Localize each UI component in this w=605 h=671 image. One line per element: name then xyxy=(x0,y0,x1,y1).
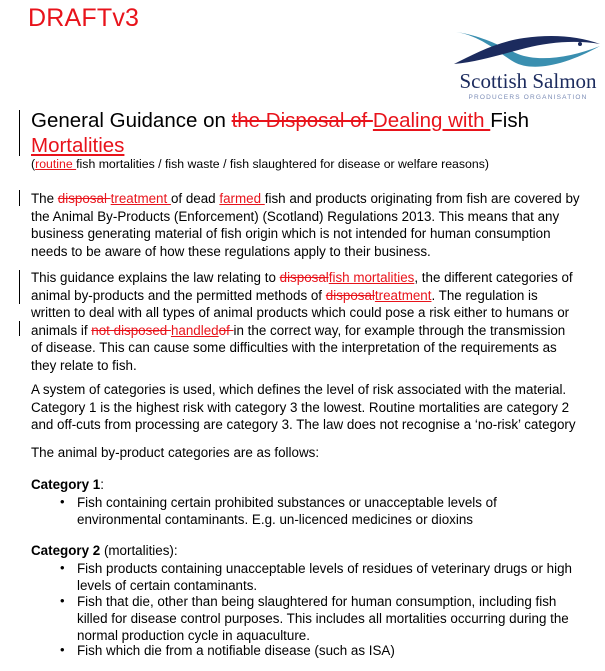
change-bar xyxy=(19,190,20,206)
paragraph-1: The disposal treatment of dead farmed fish and products originating from fish are covered by the Animal By-Products (Enforcement) (Scotland) Regulations 2013. This means that any business generating material of fish origin which is not intended for human consumption needs to be aware of how these regulations apply to their business. xyxy=(31,191,580,259)
title-insertion-line2: Mortalities xyxy=(31,134,125,157)
bullet-dot: • xyxy=(60,642,65,657)
title-insertion: Dealing with xyxy=(372,109,491,132)
paragraph-3: A system of categories is used, which defines the level of risk associated with the material. Category 1 is the highest risk with category 3 the lowest. Routine mortalities are category 2 and off-cuts from processing are category 3. The law does not recognise a ‘no-risk’ category xyxy=(31,382,576,432)
page-title: General Guidance on the Disposal of Dealing with Fish Mortalities xyxy=(31,109,529,157)
draft-label: DRAFTv3 xyxy=(28,4,140,32)
category-2-heading: Category 2 (mortalities): xyxy=(31,543,178,558)
change-bar xyxy=(19,321,20,336)
title-deletion: the Disposal of xyxy=(231,109,373,132)
list-item: Fish products containing unacceptable levels of residues of veterinary drugs or high levels of certain contaminants. xyxy=(77,561,572,593)
paragraph-4: The animal by-product categories are as follows: xyxy=(31,445,320,460)
bullet-dot: • xyxy=(60,560,65,575)
logo xyxy=(452,28,604,100)
paragraph-2: This guidance explains the law relating to disposalfish mortalities, the different categories of animal by-products and the permitted methods of disposaltreatment. The regulation is written to deal with all types of animal products which could pose a risk either to humans or animals if not disposed handledof in the correct way, for example through the transmission of disease. This can cause some difficulties with the interpretation of the requirements as they relate to fish. xyxy=(31,270,573,373)
salmon-fish-icon xyxy=(452,28,604,70)
list-item: Fish which die from a notifiable disease (such as ISA) xyxy=(77,643,395,658)
category-1-heading: Category 1: xyxy=(31,477,104,492)
logo-name: Scottish Salmon xyxy=(459,69,597,93)
bullet-dot: • xyxy=(60,593,65,608)
change-bar xyxy=(19,110,20,156)
subtitle: (routine fish mortalities / fish waste / fish slaughtered for disease or welfare reasons) xyxy=(31,157,489,171)
logo-subtitle: PRODUCERS ORGANISATION xyxy=(468,94,588,101)
change-bar xyxy=(19,270,20,288)
bullet-dot: • xyxy=(60,494,65,509)
list-item: Fish that die, other than being slaughtered for human consumption, including fish killed for disease control purposes. This includes all mortalities occurring during the normal production cycle in aquaculture. xyxy=(77,594,569,643)
change-bar xyxy=(19,287,20,304)
list-item: Fish containing certain prohibited substances or unacceptable levels of environmental contaminants. E.g. un-licenced medicines or dioxins xyxy=(77,495,497,527)
